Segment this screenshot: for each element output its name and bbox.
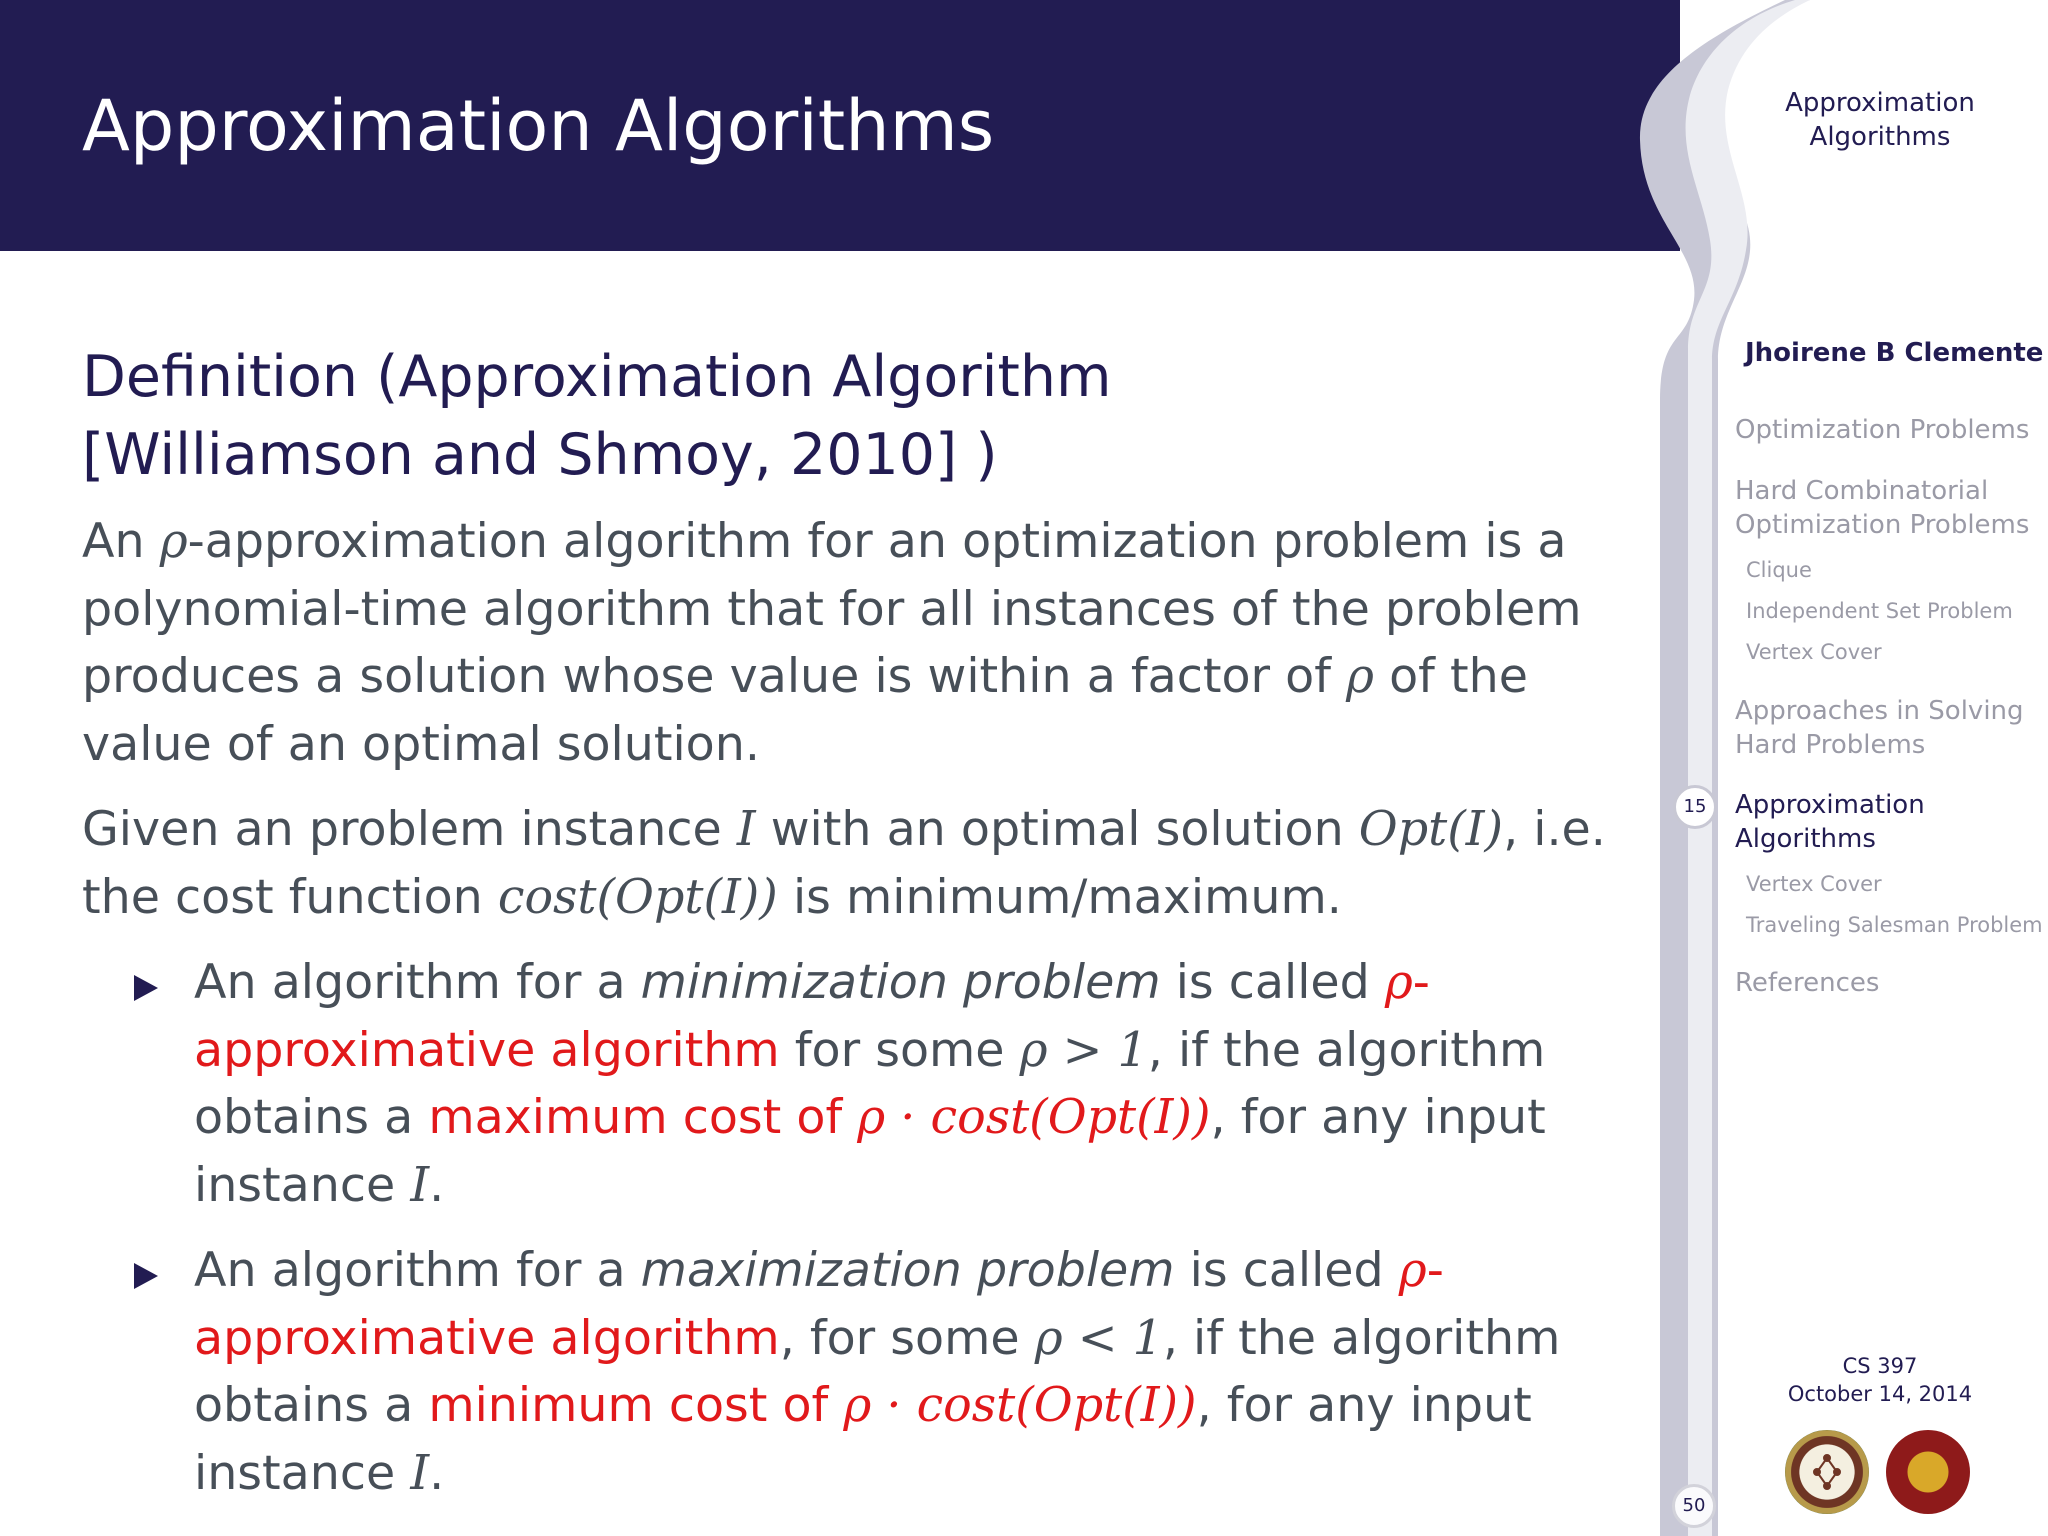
nav-label-line: Optimization Problems <box>1735 510 2030 540</box>
author-name: Jhoirene B Clemente <box>1745 338 2044 368</box>
nav-clique[interactable]: Clique <box>1746 558 1812 582</box>
presentation-date: October 14, 2014 <box>1787 1382 1973 1406</box>
nav-approaches[interactable] <box>1735 694 2024 762</box>
nav-optimization-problems[interactable]: Optimization Problems <box>1735 415 2030 445</box>
nav-vertex-cover-2[interactable]: Vertex Cover <box>1746 872 1882 896</box>
nav-traveling-salesman[interactable]: Traveling Salesman Problem <box>1746 913 2043 937</box>
nav-references[interactable]: References <box>1735 968 1880 998</box>
bullet-minimization: An algorithm for a minimization problem is called ρ-approximative algorithm for some ρ > 1, if the algorithm obtains a maximum cost of ρ · cost(Opt(I)), for any input instance I. <box>194 949 1642 1219</box>
definition-title-line: [Williamson and Shmoy, 2010] ) <box>82 422 998 488</box>
nav-label-line: Algorithms <box>1735 824 1876 854</box>
course-code: CS 397 <box>1842 1354 1918 1378</box>
university-seal-logo <box>1886 1430 1970 1514</box>
nav-label-line: Approximation <box>1735 790 1925 820</box>
nav-approximation-algorithms[interactable] <box>1735 788 1925 856</box>
definition-title-line: Definition (Approximation Algorithm <box>82 344 1112 410</box>
nav-vertex-cover[interactable]: Vertex Cover <box>1746 640 1882 664</box>
bullet-list <box>82 949 1642 1507</box>
definition-paragraph: An ρ-approximation algorithm for an optimization problem is a polynomial-time algorithm that for all instances of the problem produces a solution whose value is within a factor of ρ of the value of an optimal solution. <box>82 514 1582 772</box>
sidebar-title-line: Algorithms <box>1809 122 1951 152</box>
bullet-maximization: An algorithm for a maximization problem is called ρ-approximative algorithm, for some ρ < 1, if the algorithm obtains a minimum cost of ρ · cost(Opt(I)), for any input instance I. <box>194 1237 1642 1507</box>
slide-title: Approximation Algorithms <box>82 85 995 167</box>
bullet-arrow-icon <box>134 1263 158 1289</box>
network-graph-icon <box>1807 1452 1847 1492</box>
context-paragraph: Given an problem instance I with an optimal solution Opt(I), i.e. the cost function cost(Opt(I)) is minimum/maximum. <box>82 802 1606 925</box>
department-seal-logo <box>1785 1430 1869 1514</box>
sidebar-title-line: Approximation <box>1785 88 1975 118</box>
definition-title <box>82 338 1232 494</box>
total-pages-badge: 50 <box>1672 1484 1716 1528</box>
nav-independent-set[interactable]: Independent Set Problem <box>1746 599 2013 623</box>
bullet-arrow-icon <box>134 975 158 1001</box>
nav-label-line: Approaches in Solving <box>1735 696 2024 726</box>
sidebar-title <box>1700 86 2048 154</box>
nav-hard-combinatorial[interactable] <box>1735 474 2029 542</box>
nav-label-line: Hard Combinatorial <box>1735 476 1989 506</box>
nav-label-line: Hard Problems <box>1735 730 1926 760</box>
slide-body <box>82 508 1642 1507</box>
page-number-badge: 15 <box>1673 785 1717 829</box>
